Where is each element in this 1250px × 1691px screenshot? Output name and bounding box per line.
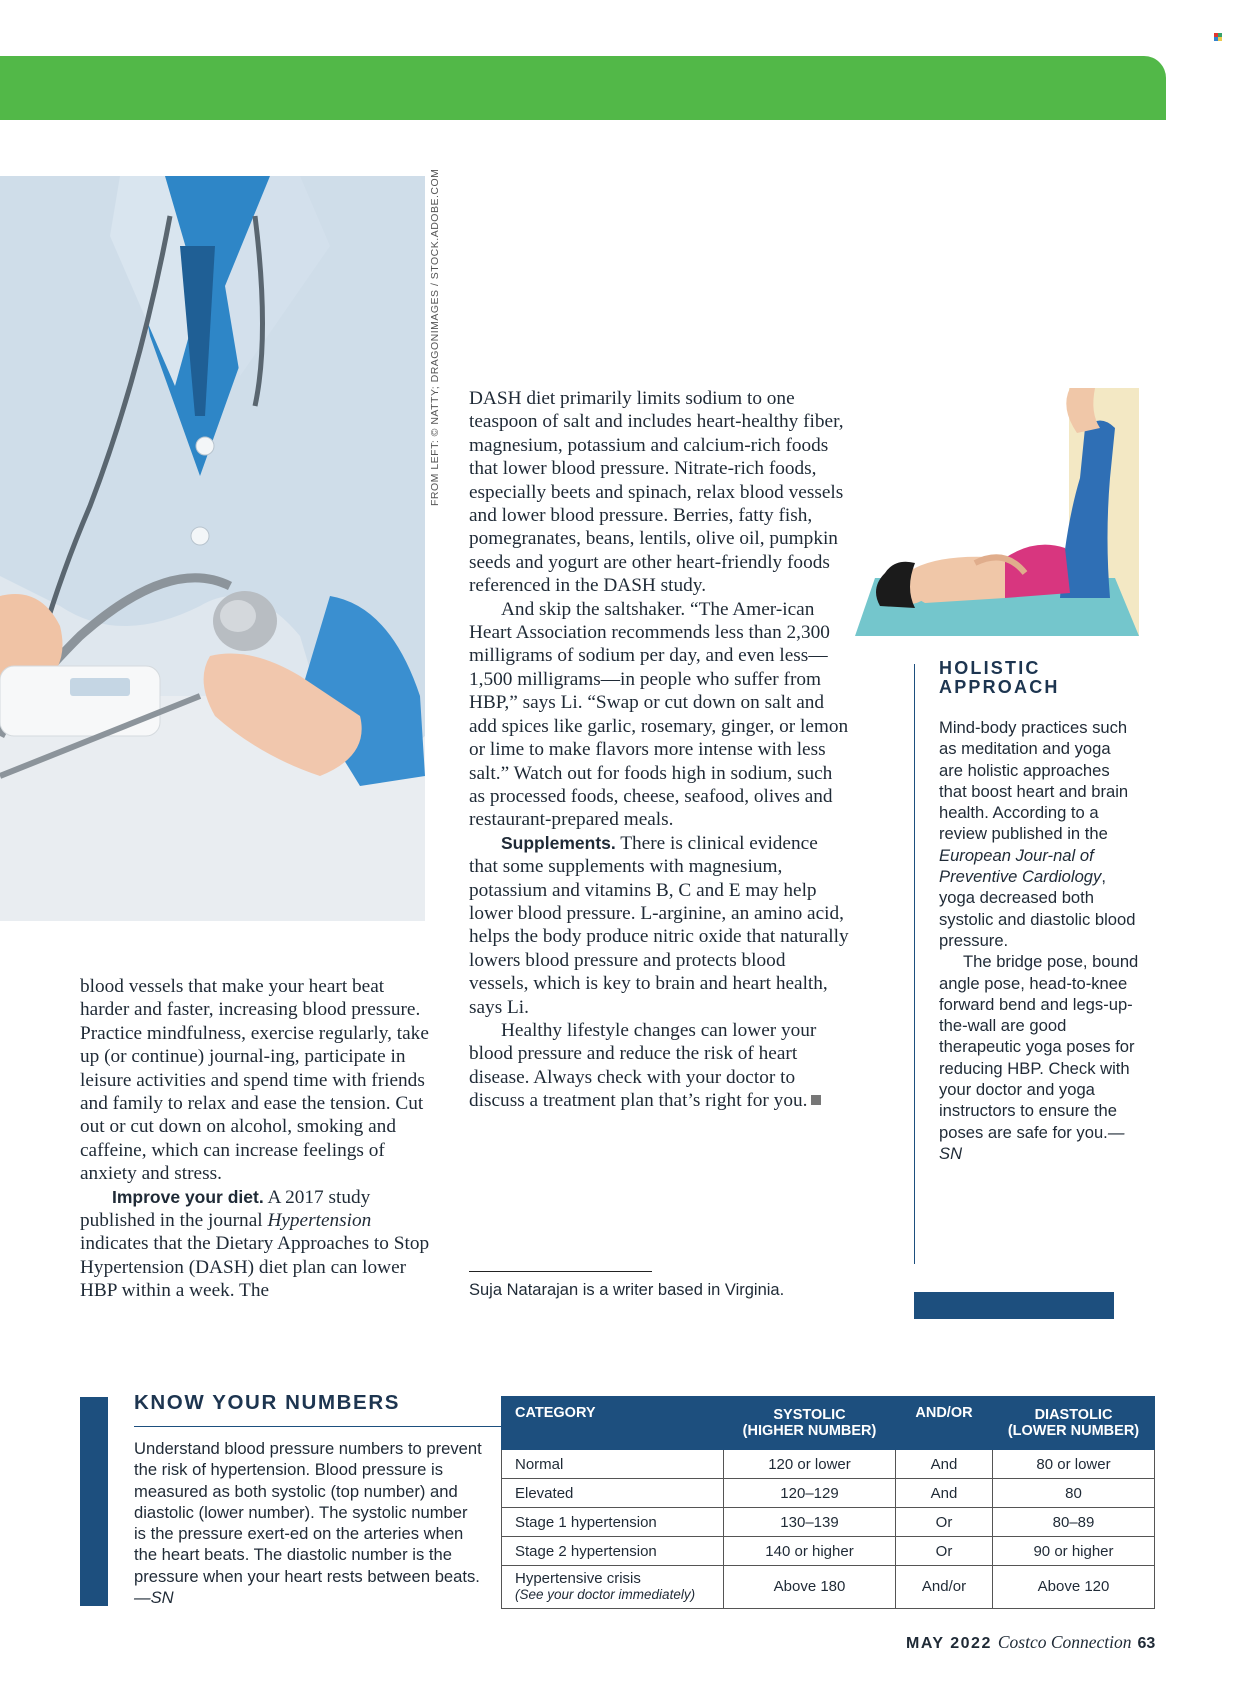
table-row (502, 1508, 1155, 1537)
numbers-rule (134, 1426, 502, 1427)
andor-cell: And/or (896, 1566, 993, 1609)
sidebar-paragraph (939, 717, 1139, 951)
numbers-accent-bar (80, 1397, 108, 1606)
signature: —SN (939, 1122, 1125, 1163)
supplements-lead: Supplements. (501, 832, 616, 853)
header-systolic: SYSTOLIC (HIGHER NUMBER) (724, 1397, 896, 1450)
byline-rule (469, 1271, 652, 1272)
color-registration-mark (1214, 33, 1222, 41)
paragraph: DASH diet primarily limits sodium to one teaspoon of salt and includes heart-healthy fiber, magnesium, potassium and calcium-rich foods that lower blood pressure. Nitrate-rich foods, especially beets and spinach, relax blood vessels and lower blood pressure. Berries, fatty fish, pomegranates, beans, lentils, olive oil, pumpkin seeds and yogurt are other heart-friendly foods referenced in the DASH study. (469, 388, 844, 597)
systolic-cell: 120–129 (724, 1479, 896, 1508)
page-footer (906, 1632, 1155, 1653)
doctor-blood-pressure-photo (0, 176, 425, 921)
journal-name: European Jour-nal of Preventive Cardiology (939, 845, 1102, 887)
supplements-text: There is clinical evidence that some supplements with magnesium, potassium and vitamins B, C and E may help lower blood pressure. L-arginine, an amino acid, helps the body produce nitric oxide that naturally lowers blood pressure and protects blood vessels, which is key to brain and heart health, says Li. (469, 832, 849, 1018)
sidebar-rule (914, 664, 915, 1264)
sidebar-text: Mind-body practices such as meditation and yoga are holistic approaches that boost heart and brain health. According to a review published in the (939, 718, 1129, 844)
journal-name: Hypertension (267, 1210, 372, 1232)
category-cell: Stage 2 hypertension (502, 1537, 724, 1566)
andor-cell: Or (896, 1508, 993, 1537)
table-row (502, 1566, 1155, 1609)
systolic-cell: 140 or higher (724, 1537, 896, 1566)
numbers-body (134, 1438, 484, 1608)
category-cell: Stage 1 hypertension (502, 1508, 724, 1537)
andor-cell: And (896, 1479, 993, 1508)
diastolic-cell: Above 120 (993, 1566, 1155, 1609)
andor-cell: Or (896, 1537, 993, 1566)
category-note: (See your doctor immediately) (515, 1587, 696, 1602)
sidebar-text: The bridge pose, bound angle pose, head-to-knee forward bend and legs-up-the-wall are good therapeutic yoga poses for reducing HBP. Check with your doctor and yoga instructors to ensure the poses are safe for you. (939, 952, 1139, 1142)
issue-date: MAY 2022 (906, 1635, 992, 1652)
diet-lead: Improve your diet. (112, 1186, 264, 1207)
supplements-paragraph (469, 832, 849, 1019)
diet-paragraph (80, 1186, 432, 1303)
closing-text: Healthy lifestyle changes can lower your blood pressure and reduce the risk of heart disease. Always check with your doctor to discuss a treatment plan that’s right for you. (469, 1019, 817, 1112)
article-column-left (80, 975, 432, 1303)
systolic-cell: 130–139 (724, 1508, 896, 1537)
paragraph: And skip the saltshaker. “The Amer-ican Heart Association recommends less than 2,300 milligrams of sodium per day, and even less—1,500 milligrams—in people who suffer from HBP,” says Li. “Swap or cut down on salt and add spices like garlic, rosemary, ginger, or lemon or lime to make flavors more intense with less salt.” Watch out for foods high in sodium, such as processed foods, cheese, seafood, olives and restaurant-prepared meals. (469, 598, 849, 831)
diastolic-cell: 80–89 (993, 1508, 1155, 1537)
systolic-cell: 120 or lower (724, 1450, 896, 1479)
numbers-title: KNOW YOUR NUMBERS (134, 1391, 400, 1414)
header-andor: AND/OR (896, 1397, 993, 1450)
category-cell: Normal (502, 1450, 724, 1479)
sidebar-body (939, 717, 1139, 1164)
end-mark-icon (811, 1095, 821, 1105)
sidebar-footer-bar (914, 1292, 1114, 1319)
diastolic-cell: 90 or higher (993, 1537, 1155, 1566)
signature: —SN (134, 1588, 174, 1608)
blood-pressure-table (501, 1396, 1155, 1609)
table-row (502, 1450, 1155, 1479)
diet-text-2: indicates that the Dietary Approaches to Stop Hypertension (DASH) diet plan can lower HBP within a week. The (80, 1233, 430, 1302)
diastolic-cell: 80 or lower (993, 1450, 1155, 1479)
category-cell: Hypertensive crisis (See your doctor immediately) (502, 1566, 724, 1609)
systolic-cell: Above 180 (724, 1566, 896, 1609)
table-header-row (502, 1397, 1155, 1450)
author-byline: Suja Natarajan is a writer based in Virginia. (469, 1281, 785, 1299)
magazine-name: Costco Connection (997, 1632, 1132, 1652)
sidebar-title: HOLISTIC APPROACH (939, 658, 1060, 697)
header-category: CATEGORY (502, 1397, 724, 1450)
diet-text: A 2017 study published in the journal (80, 1186, 371, 1232)
table-row (502, 1537, 1155, 1566)
closing-paragraph (469, 1019, 849, 1113)
table-row (502, 1479, 1155, 1508)
yoga-legs-up-wall-illustration (855, 388, 1139, 638)
photo-credit: FROM LEFT: © NATTY; DRAGONIMAGES / STOCK.ADOBE.COM (429, 168, 441, 506)
numbers-text: Understand blood pressure numbers to prevent the risk of hypertension. Blood pressure is measured as both systolic (top number) and diastolic (lower number). The systolic number is the pressure exert-ed on the arteries when the heart beats. The diastolic number is the pressure when your heart rests between beats. (134, 1439, 482, 1586)
sidebar-paragraph (939, 951, 1139, 1164)
page-number: 63 (1137, 1635, 1156, 1652)
andor-cell: And (896, 1450, 993, 1479)
sidebar-text: , yoga decreased both systolic and diastolic blood pressure. (939, 867, 1136, 950)
article-column-middle (469, 387, 849, 1113)
header-diastolic: DIASTOLIC (LOWER NUMBER) (993, 1397, 1155, 1450)
diastolic-cell: 80 (993, 1479, 1155, 1508)
paragraph: blood vessels that make your heart beat harder and faster, increasing blood pressure. Practice mindfulness, exercise regularly, take up (or continue) journal-ing, participate in leisure activities and spend time with friends and family to relax and ease the tension. Cut out or cut down on alcohol, smoking and caffeine, which can increase feelings of anxiety and stress. (80, 976, 429, 1185)
category-cell: Elevated (502, 1479, 724, 1508)
top-banner (0, 56, 1166, 120)
